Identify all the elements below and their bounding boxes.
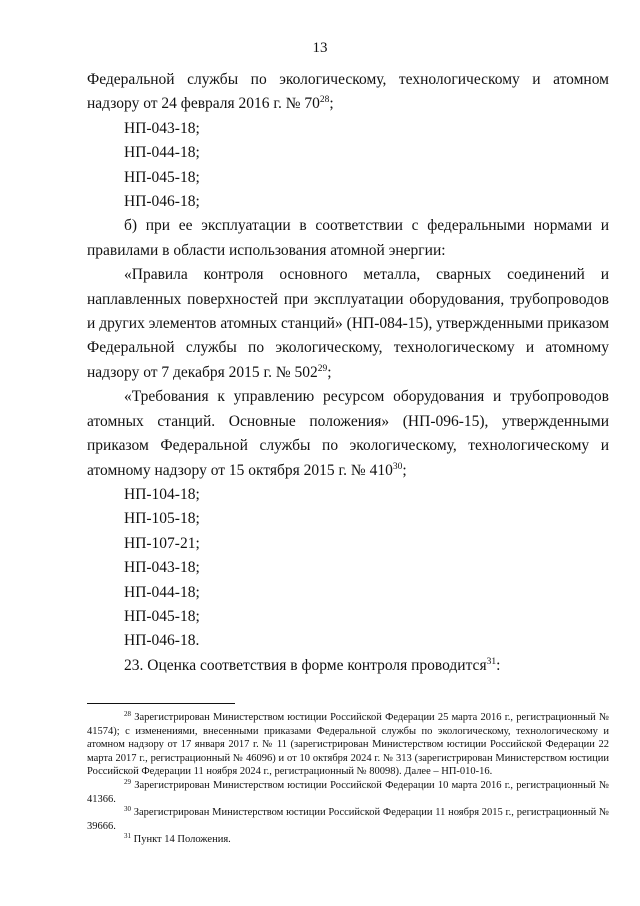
- list-item: НП-044-18;: [124, 583, 200, 601]
- list-item: НП-043-18;: [124, 559, 200, 577]
- paragraph-23: 23. Оценка соответствия в форме контроля проводится$^{31}$:: [124, 656, 501, 674]
- list-item: НП-046-18.: [124, 632, 200, 650]
- footnote-30: $^{30}$ Зарегистрирован Министерством юстиции Российской Федерации 11 ноября 2015 г., регистрационный № 39666.: [87, 805, 609, 832]
- footnotes: [87, 711, 609, 847]
- document-body: [87, 68, 609, 678]
- list-item: НП-105-18;: [124, 510, 200, 528]
- paragraph-b: б) при ее эксплуатации в соответствии с федеральными нормами и правилами в области использования атомной энергии:: [87, 217, 609, 259]
- list-item: НП-043-18;: [124, 119, 200, 137]
- paragraph-np-096-15: «Требования к управлению ресурсом оборудования и трубопроводов атомных станций. Основные положения» (НП-096-15), утвержденными приказом Федеральной службы по экологическому, технологическому и атомному надзору от 15 октября 2015 г. № $410^{30}$;: [87, 388, 609, 479]
- list-item: НП-044-18;: [124, 144, 200, 162]
- list-item: НП-046-18;: [124, 193, 200, 211]
- list-item: НП-104-18;: [124, 485, 200, 503]
- footnote-31: $^{31}$ Пункт 14 Положения.: [124, 832, 231, 846]
- list-item: НП-107-21;: [124, 534, 200, 552]
- list-item: НП-045-18;: [124, 168, 200, 186]
- footnote-28: $^{28}$ Зарегистрирован Министерством юстиции Российской Федерации 25 марта 2016 г., регистрационный № 41574); с изменениями, внесенными приказами Федеральной службы по экологическому, технологическому и атомном надзору от 17 января 2017 г. № 11 (зарегистрирован Министерством юстиции Российской Федерации 22 марта 2017 г., регистрационный № 46096) и от 10 октября 2024 г. № 313 (зарегистрирован Министерством юстиции Российской Федерации 11 ноября 2024 г., регистрационный № 80098). Далее – НП-010-16.: [87, 710, 609, 778]
- footnote-ref-31: 31: [486, 656, 497, 667]
- footnote-ref-28: 28: [319, 95, 330, 106]
- list-item: НП-045-18;: [124, 607, 200, 625]
- footnote-ref-29: 29: [317, 363, 328, 374]
- footnote-29: $^{29}$ Зарегистрирован Министерством юстиции Российской Федерации 10 марта 2016 г., регистрационный № 41366.: [87, 777, 609, 805]
- footnote-ref-30: 30: [392, 461, 403, 472]
- paragraph-continuation: Федеральной службы по экологическому, технологическому и атомном надзору от 24 февраля 2016 г. № $70^{28}$;: [87, 71, 609, 113]
- footnote-separator: [87, 703, 235, 704]
- paragraph-np-084-15: «Правила контроля основного металла, сварных соединений и наплавленных поверхностей при эксплуатации оборудования, трубопроводов и других элементов атомных станций» (НП-084-15), утвержденными приказом Федеральной службы по экологическому, технологическому и атомному надзору от 7 декабря 2015 г. № $502^{29}$;: [87, 266, 609, 381]
- page-number: 13: [312, 40, 328, 56]
